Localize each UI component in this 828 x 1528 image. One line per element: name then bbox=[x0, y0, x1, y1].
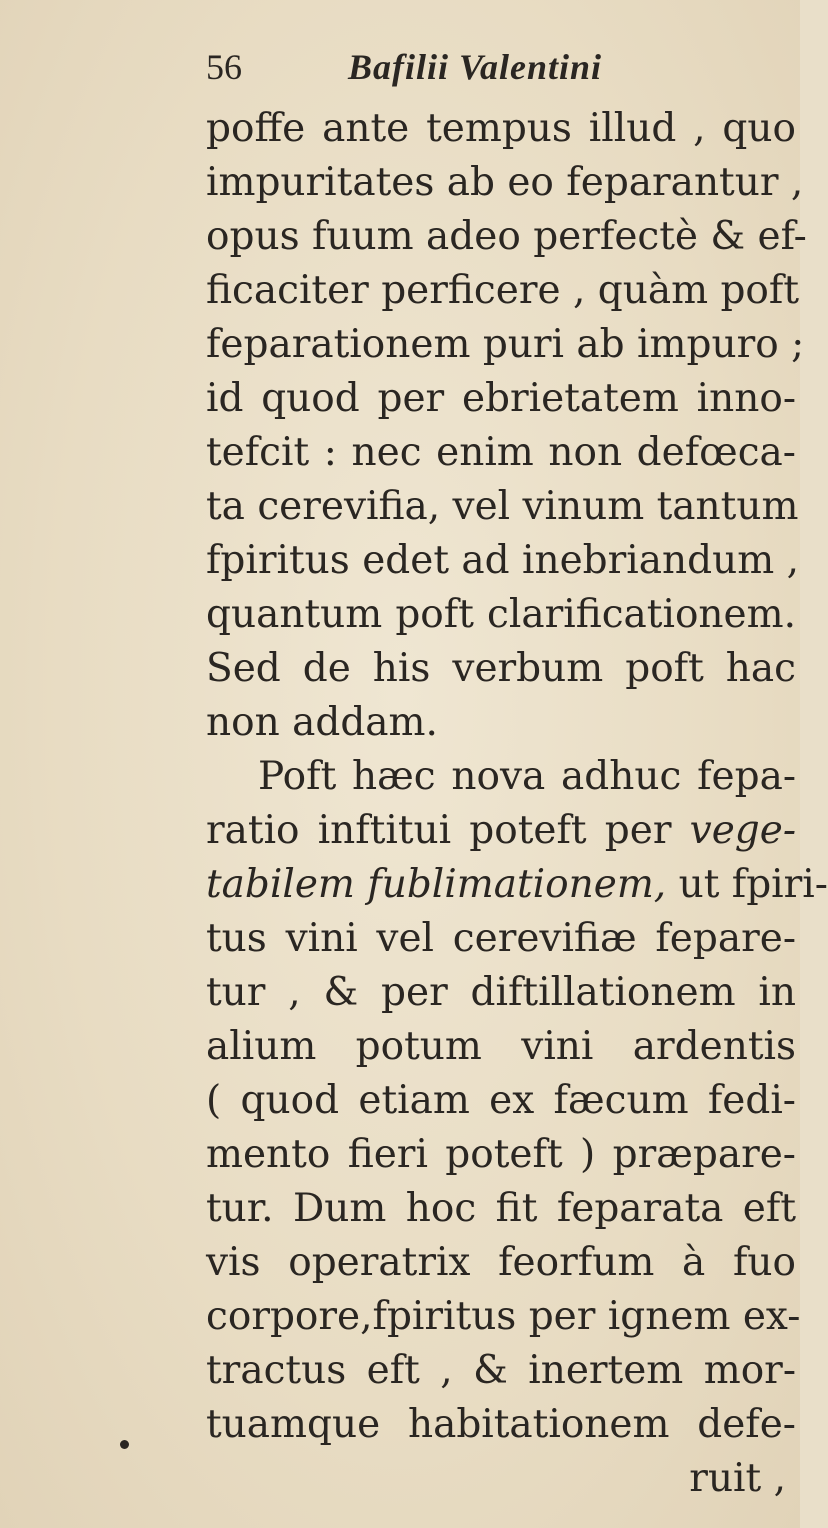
text-line: feparationem puri ab impuro ; bbox=[206, 322, 805, 367]
text-block bbox=[206, 102, 828, 1506]
text-line: alium potum vini ardentis bbox=[206, 1024, 796, 1069]
text-line: poffe ante tempus illud , quo bbox=[206, 106, 796, 151]
text-line: tuamque habitationem defe- bbox=[206, 1402, 796, 1447]
text-line: non addam. bbox=[206, 700, 438, 745]
text-line: tus vini vel cerevifiæ fepare- bbox=[206, 916, 796, 961]
paragraph-start-line: Poft hæc nova adhuc fepa- bbox=[258, 754, 796, 799]
ink-speck bbox=[120, 1440, 129, 1449]
text-line: ficaciter perficere , quàm poft bbox=[206, 268, 800, 313]
text-line-mixed bbox=[206, 858, 828, 912]
italic-text: tabilem fublimationem, bbox=[206, 862, 667, 907]
text-line: Sed de his verbum poft hac bbox=[206, 646, 796, 691]
text-line: id quod per ebrietatem inno- bbox=[206, 376, 796, 421]
text-line: tur , & per diftillationem in bbox=[206, 970, 796, 1015]
text-line-mixed bbox=[206, 804, 796, 858]
catchword-line: ruit , bbox=[689, 1456, 786, 1501]
text-line: fpiritus edet ad inebriandum , bbox=[206, 538, 799, 583]
text-line: ta cerevifia, vel vinum tantum bbox=[206, 484, 799, 529]
page-header bbox=[206, 46, 766, 96]
italic-text: vege- bbox=[689, 808, 796, 853]
text-line: mento fieri poteft ) præpare- bbox=[206, 1132, 796, 1177]
roman-text: ut fpiri- bbox=[666, 862, 828, 907]
text-line: tefcit : nec enim non defœca- bbox=[206, 430, 796, 475]
text-line: impuritates ab eo feparantur , bbox=[206, 160, 804, 205]
text-line: tractus eft , & inertem mor- bbox=[206, 1348, 796, 1393]
text-line: corpore,fpiritus per ignem ex- bbox=[206, 1294, 801, 1339]
page-number: 56 bbox=[206, 47, 242, 87]
text-line: opus fuum adeo perfectè & ef- bbox=[206, 214, 807, 259]
running-head: Bafilii Valentini bbox=[348, 47, 603, 87]
text-line: ( quod etiam ex fæcum fedi- bbox=[206, 1078, 796, 1123]
roman-text: ratio inftitui poteft per bbox=[206, 808, 690, 853]
text-line: quantum poft clarificationem. bbox=[206, 592, 796, 637]
text-line: tur. Dum hoc fit feparata eft bbox=[206, 1186, 796, 1231]
text-line: vis operatrix feorfum à fuo bbox=[206, 1240, 796, 1285]
